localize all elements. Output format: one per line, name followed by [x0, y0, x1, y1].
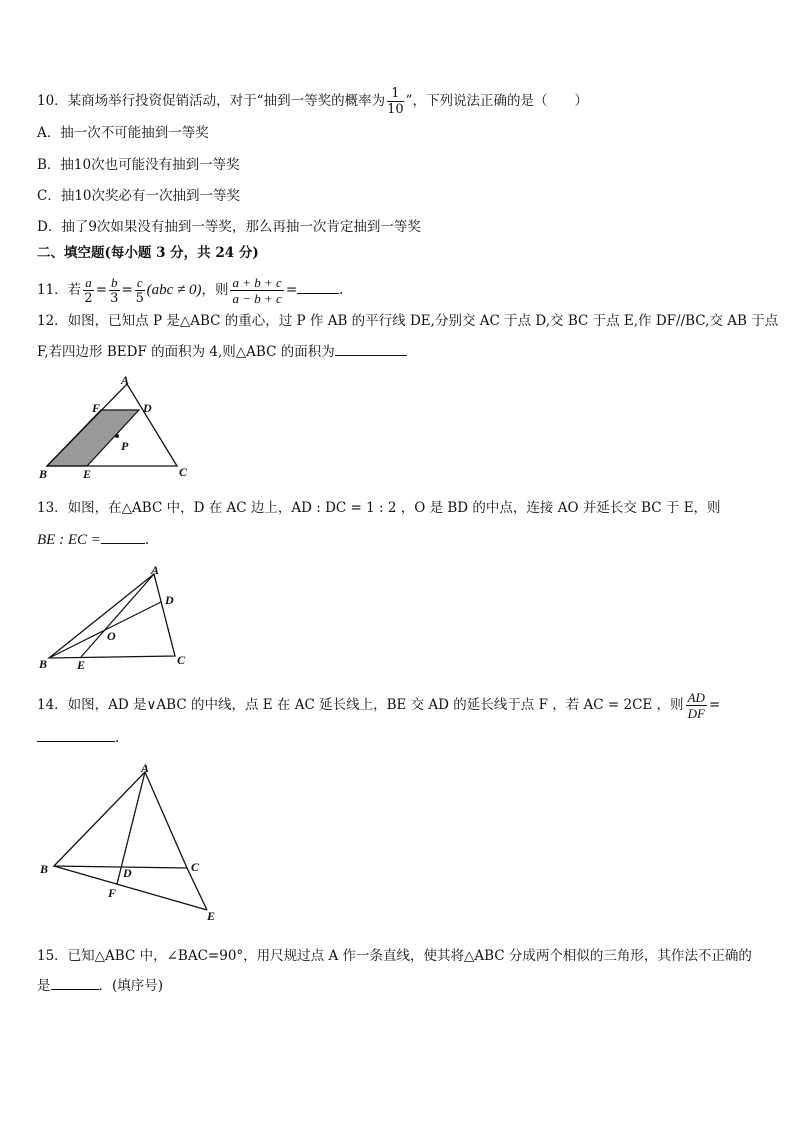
q13-figure	[37, 562, 197, 670]
q14-frac-num: AD	[687, 690, 705, 705]
q14-triangle-abc	[54, 772, 187, 868]
q11-equals: =	[285, 282, 298, 298]
q14-label-f: F	[108, 886, 117, 900]
q13-label-d: D	[165, 593, 174, 607]
q14-stem	[37, 690, 720, 721]
q15-line2	[37, 976, 163, 996]
q14-label-b: B	[40, 862, 49, 876]
q14-frac-den: DF	[687, 706, 705, 721]
q11-frac-c	[135, 275, 145, 306]
q10-frac-den: 10	[387, 102, 404, 117]
q13-end: .	[144, 532, 150, 548]
q12-label-c: C	[179, 465, 188, 479]
q11-end: .	[339, 282, 344, 298]
q11-frac-c-num: c	[136, 275, 143, 290]
q12-label-e: E	[83, 467, 92, 480]
q11-stem: 11．若 $\frac{a}{2}$ = $\frac{b}{3}$ = $\frac{c}{5}$ (abc ≠ 0)，则 $\frac{a + b + c}{a - b + c}$ = .	[37, 275, 344, 306]
q11-frac-a	[83, 275, 94, 306]
q12-answer-blank[interactable]	[335, 355, 407, 356]
q10-probability-fraction	[387, 86, 404, 117]
q11-frac-b-num: b	[111, 275, 118, 290]
q11-answer-blank[interactable]	[297, 293, 339, 294]
q14-label-d: D	[123, 866, 132, 880]
q11-prefix: 11．若	[37, 282, 82, 298]
q12-label-p: P	[121, 439, 129, 453]
q14-segment-ce	[187, 868, 207, 910]
q12-label-b: B	[39, 467, 48, 480]
q14-ratio-fraction	[686, 690, 707, 721]
q11-frac-a-den: 2	[84, 291, 93, 306]
q11-frac-b	[109, 275, 120, 306]
q14-answer-blank[interactable]	[37, 741, 115, 742]
q13-label-c: C	[177, 653, 186, 667]
q14-label-a: A	[141, 761, 150, 775]
q11-target-den: a − b + c	[232, 291, 282, 306]
q14-end: .	[115, 730, 120, 746]
q15-line1: 15．已知△ABC 中，∠BAC=90°，用尺规过点 A 作一条直线，使其将△ABC 分成两个相似的三角形，其作法不正确的	[37, 948, 752, 964]
q11-target-fraction	[230, 275, 283, 306]
q14-stem-text: 14．如图，AD 是∨ABC 的中线，点 E 在 AC 延长线上，BE 交 AD 的延长线于点 F ，若 AC = 2CE ，则	[37, 697, 684, 713]
q13-label-o: O	[107, 629, 116, 643]
q12-figure	[37, 374, 197, 480]
q10-option-c: C．抽10次奖必有一次抽到一等奖	[37, 188, 241, 204]
q12-label-d: D	[143, 401, 152, 415]
q10-option-d: D．抽了9次如果没有抽到一等奖，那么再抽一次肯定抽到一等奖	[37, 219, 421, 235]
q11-target-num: a + b + c	[232, 275, 282, 290]
q10-stem-after: ”，下列说法正确的是（ ）	[405, 93, 589, 109]
q10-stem	[37, 86, 588, 117]
q12-line2-text: F,若四边形 BEDF 的面积为 4,则△ABC 的面积为	[37, 344, 335, 360]
q12-label-f: F	[92, 401, 101, 415]
q13-segment-ae	[81, 574, 154, 657]
q11-frac-b-den: 3	[110, 291, 119, 306]
q12-label-a: A	[121, 374, 130, 387]
q12-line1: 12．如图，已知点 P 是△ABC 的重心，过 P 作 AB 的平行线 DE,分别交 AC 于点 D,交 BC 于点 E,作 DF//BC,交 AB 于点	[37, 313, 779, 329]
q13-line1: 13．如图，在△ABC 中，D 在 AC 边上，AD : DC = 1 : 2 ，O 是 BD 的中点，连接 AO 并延长交 BC 于 E，则	[37, 500, 721, 516]
q13-label-b: B	[39, 657, 48, 670]
q13-line2	[37, 530, 149, 550]
q12-line2	[37, 342, 407, 362]
q14-label-e: E	[207, 909, 216, 923]
q14-label-c: C	[191, 860, 200, 874]
q13-triangle-abc	[49, 574, 175, 658]
q14-figure	[37, 760, 227, 926]
q10-stem-before: 10．某商场举行投资促销活动，对于“抽到一等奖的概率为	[37, 93, 386, 109]
q14-equals: =	[708, 697, 721, 713]
q10-frac-num: 1	[387, 86, 404, 102]
q13-label-a: A	[151, 563, 160, 577]
q11-condition: (abc ≠ 0)	[146, 282, 202, 298]
q14-answer-line	[37, 728, 119, 748]
q15-line2-suffix: ．(填序号)	[98, 978, 164, 994]
q13-line2-text: BE : EC =	[37, 532, 101, 548]
q13-answer-blank[interactable]	[101, 543, 145, 544]
q13-label-e: E	[77, 658, 86, 670]
q15-line2-prefix: 是	[37, 978, 51, 994]
q11-then: ，则	[201, 282, 229, 298]
q12-point-p	[115, 434, 119, 438]
section-title: 二、填空题(每小题 3 分，共 24 分)	[37, 245, 259, 261]
q11-frac-a-num: a	[85, 275, 92, 290]
q10-option-a: A．抽一次不可能抽到一等奖	[37, 125, 209, 141]
q10-option-b: B．抽10次也可能没有抽到一等奖	[37, 157, 240, 173]
q11-frac-c-den: 5	[135, 291, 144, 306]
q15-answer-blank[interactable]	[51, 989, 99, 990]
